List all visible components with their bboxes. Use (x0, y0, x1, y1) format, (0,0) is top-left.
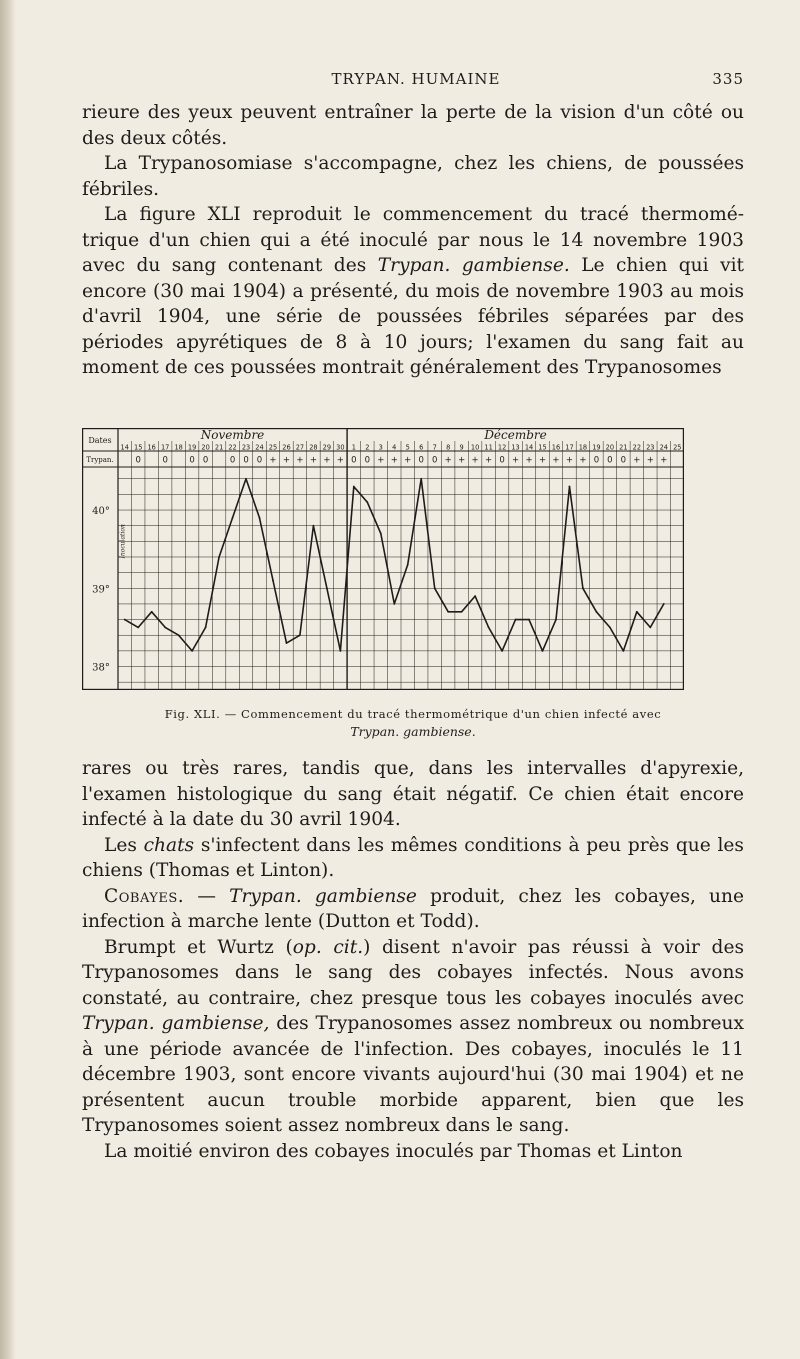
date-label: 21 (619, 443, 628, 452)
trypan-mark: + (309, 455, 317, 466)
temperature-point (366, 501, 368, 503)
smallcaps-run: Cobayes. (104, 885, 185, 907)
date-label: 20 (605, 443, 615, 452)
date-label: 5 (405, 443, 410, 452)
date-label: 25 (673, 443, 682, 452)
trypan-mark: 0 (256, 455, 263, 466)
trypan-mark: + (646, 455, 654, 466)
trypan-mark: + (538, 455, 547, 466)
date-label: 24 (255, 443, 264, 452)
temperature-point (191, 650, 193, 652)
temperature-point (326, 587, 328, 589)
caption-main: Fig. XLI. — Commencement du tracé thermométrique d'un chien infecté avec (164, 707, 662, 721)
paragraph (82, 833, 744, 884)
row-label-dates: Dates (88, 436, 112, 445)
paragraph: La moitié environ des cobayes inoculés par Thomas et Linton (104, 1140, 683, 1162)
temperature-point (259, 517, 261, 519)
trypan-mark: + (552, 455, 560, 466)
date-label: 28 (309, 443, 318, 452)
trypan-mark: 0 (162, 455, 168, 466)
temperature-point (218, 556, 220, 558)
temperature-point (299, 634, 301, 636)
body-text-top (82, 100, 744, 381)
temperature-point (501, 650, 503, 652)
date-label: 29 (322, 443, 332, 452)
trypan-mark: 0 (607, 455, 613, 466)
date-label: 26 (282, 443, 291, 452)
text-run: s'infectent dans les mêmes conditions à peu près que les chiens (Thomas et Linton). (82, 834, 744, 881)
trypan-mark: + (377, 455, 385, 466)
trypan-mark: 0 (229, 455, 236, 466)
date-label: 19 (187, 443, 197, 452)
italic-run: Trypan. gambiense, (82, 1013, 270, 1034)
date-label: 15 (538, 443, 547, 452)
trypan-mark: + (633, 455, 641, 466)
temperature-point (232, 517, 234, 519)
temperature-point (488, 627, 490, 629)
temperature-point (124, 619, 126, 621)
temperature-point (272, 580, 274, 582)
paragraph: rares ou très rares, tandis que, dans les intervalles d'apyrexie, l'examen histologique du sang était négatif. Ce chien était encore infecté à la date du 30 avril 1904. (82, 758, 744, 830)
date-label: 11 (484, 443, 493, 452)
temperature-point (528, 619, 530, 621)
caption-sub: Trypan. gambiense. (350, 724, 476, 739)
temperature-point (609, 627, 611, 629)
trypan-mark: 0 (202, 455, 209, 466)
temperature-point (515, 619, 517, 621)
temperature-point (245, 478, 247, 480)
temperature-point (313, 525, 315, 527)
page-number: 335 (712, 70, 744, 88)
temperature-point (137, 627, 139, 629)
date-label: 9 (459, 443, 464, 452)
temperature-point (178, 634, 180, 636)
date-label: 17 (160, 443, 170, 452)
date-label: 17 (565, 443, 574, 452)
text-run: produit, chez les cobayes, une infection à marche lente (Dutton et Todd). (82, 885, 745, 932)
temperature-point (164, 627, 166, 629)
date-label: 18 (174, 443, 183, 452)
date-label: 13 (511, 443, 520, 452)
text-run: ) disent n'avoir pas réussi à voir des Trypanosomes dans le sang des cobayes infectés. Nous avons constaté, au contraire, chez presque tous les cobayes inoculés avec (82, 936, 744, 1009)
italic-run: Trypan. gambiense (229, 885, 417, 907)
paragraph (82, 935, 744, 1139)
text-run: des Trypanosomes assez nombreux ou nombreux à une période avancée de l'infection. Des cobayes, inoculés le 11 décembre 1903, sont encore vivants aujourd'hui (30 mai 1904) et ne présentent aucun trouble morbide apparent, bien que les Trypanosomes soient assez nombreux dans le sang. (82, 1013, 745, 1136)
y-axis-label: 39° (92, 584, 110, 596)
temperature-point (569, 486, 571, 488)
trypan-mark: + (444, 455, 452, 466)
trypan-mark: 0 (620, 455, 627, 466)
trypan-mark: + (323, 455, 331, 466)
trypan-mark: + (485, 455, 493, 466)
trypan-mark: + (390, 455, 398, 466)
temperature-point (393, 603, 395, 605)
date-label: 12 (497, 443, 507, 452)
temperature-chart-figure (82, 428, 744, 690)
trypan-mark: + (471, 455, 479, 466)
month-label-nov: Novembre (200, 428, 265, 442)
trypan-mark: + (565, 455, 574, 466)
y-axis-label: 38° (92, 662, 110, 674)
date-label: 23 (241, 443, 251, 452)
temperature-point (380, 533, 382, 535)
temperature-point (649, 627, 651, 629)
date-label: 8 (446, 443, 451, 452)
temperature-point (461, 611, 463, 613)
temperature-point (286, 642, 288, 644)
trypan-mark: + (660, 455, 668, 466)
date-label: 27 (295, 443, 305, 452)
date-label: 18 (578, 443, 588, 452)
date-label: 10 (470, 443, 480, 452)
y-axis-label: 40° (92, 506, 110, 518)
temperature-point (339, 650, 341, 652)
text-run: La figure XLI reproduit le commencement du tracé thermomé-trique d'un chien qui a été inoculé par nous le 14 novembre 1903 avec du sang contenant des (82, 204, 744, 276)
temperature-point (582, 587, 584, 589)
trypan-mark: + (282, 455, 291, 466)
trypan-mark: 0 (189, 455, 195, 466)
inoculation-label: Inoculation (119, 524, 127, 559)
figure-caption (82, 706, 744, 740)
italic-run: chats (143, 834, 195, 856)
date-label: 21 (214, 443, 224, 452)
trypan-mark: 0 (243, 455, 249, 466)
trypan-mark: 0 (135, 455, 141, 466)
trypan-mark: 0 (364, 455, 371, 466)
temperature-point (542, 650, 544, 652)
paragraph (82, 202, 744, 381)
trypan-mark: 0 (351, 455, 357, 466)
trypan-mark: + (269, 455, 277, 466)
date-label: 15 (134, 443, 143, 452)
date-label: 16 (551, 443, 561, 452)
date-label: 22 (632, 443, 642, 452)
date-label: 23 (646, 443, 655, 452)
temperature-point (420, 478, 422, 480)
text-run: — (197, 885, 216, 907)
paragraph: La Trypanosomiase s'accompagne, chez les chiens, de poussées fébriles. (82, 153, 744, 200)
date-label: 1 (351, 443, 356, 452)
text-run: Brumpt et Wurtz ( (104, 936, 293, 958)
italic-run: op. cit. (292, 936, 364, 958)
row-label-trypan: Trypan. (86, 456, 114, 464)
temperature-point (555, 619, 557, 621)
date-label: 2 (365, 443, 370, 452)
text-run: Le chien qui vit encore (30 mai 1904) a présenté, du mois de novembre 1903 au mois d'avril 1904, une série de poussées fébriles séparées par des périodes apyrétiques de 8 à 10 jours; l'examen du sang fait au moment de ces poussées montrait généralement des Trypanosomes (82, 255, 744, 378)
date-label: 14 (120, 443, 129, 452)
trypan-mark: + (511, 455, 520, 466)
chart-frame (83, 429, 684, 690)
trypan-mark: 0 (418, 455, 424, 466)
trypan-mark: 0 (431, 455, 438, 466)
trypan-mark: + (404, 455, 412, 466)
temperature-point (447, 611, 449, 613)
paragraph (82, 884, 744, 935)
temperature-point (151, 611, 153, 613)
temperature-point (205, 627, 207, 629)
date-label: 6 (419, 443, 424, 452)
temperature-chart (82, 428, 684, 690)
date-label: 16 (147, 443, 156, 452)
date-label: 24 (659, 443, 668, 452)
date-label: 30 (336, 443, 345, 452)
temperature-curve (125, 479, 664, 651)
date-label: 3 (378, 443, 383, 452)
trypan-mark: + (525, 455, 533, 466)
trypan-mark: 0 (499, 455, 505, 466)
running-head (88, 70, 744, 92)
temperature-point (434, 587, 436, 589)
italic-run: Trypan. gambiense. (377, 255, 570, 276)
trypan-mark: + (458, 455, 466, 466)
date-label: 22 (228, 443, 237, 452)
temperature-point (407, 564, 409, 566)
date-label: 4 (392, 443, 397, 452)
trypan-mark: + (336, 455, 344, 466)
trypan-mark: 0 (593, 455, 600, 466)
temperature-point (353, 486, 355, 488)
date-label: 20 (201, 443, 210, 452)
paragraph: rieure des yeux peuvent entraîner la perte de la vision d'un côté ou des deux côtés. (82, 102, 744, 149)
date-label: 19 (592, 443, 601, 452)
temperature-point (596, 611, 598, 613)
date-label: 14 (524, 443, 534, 452)
page-binding-edge (0, 0, 16, 1359)
running-head-title: TRYPAN. HUMAINE (331, 70, 501, 88)
trypan-mark: + (296, 455, 304, 466)
trypan-mark: + (579, 455, 587, 466)
date-label: 7 (432, 443, 437, 452)
body-text-bottom (82, 756, 744, 1164)
date-label: 25 (268, 443, 278, 452)
temperature-point (663, 603, 665, 605)
temperature-point (622, 650, 624, 652)
text-run: Les (104, 834, 137, 856)
temperature-point (474, 595, 476, 597)
month-label-dec: Décembre (484, 428, 547, 442)
temperature-point (636, 611, 638, 613)
